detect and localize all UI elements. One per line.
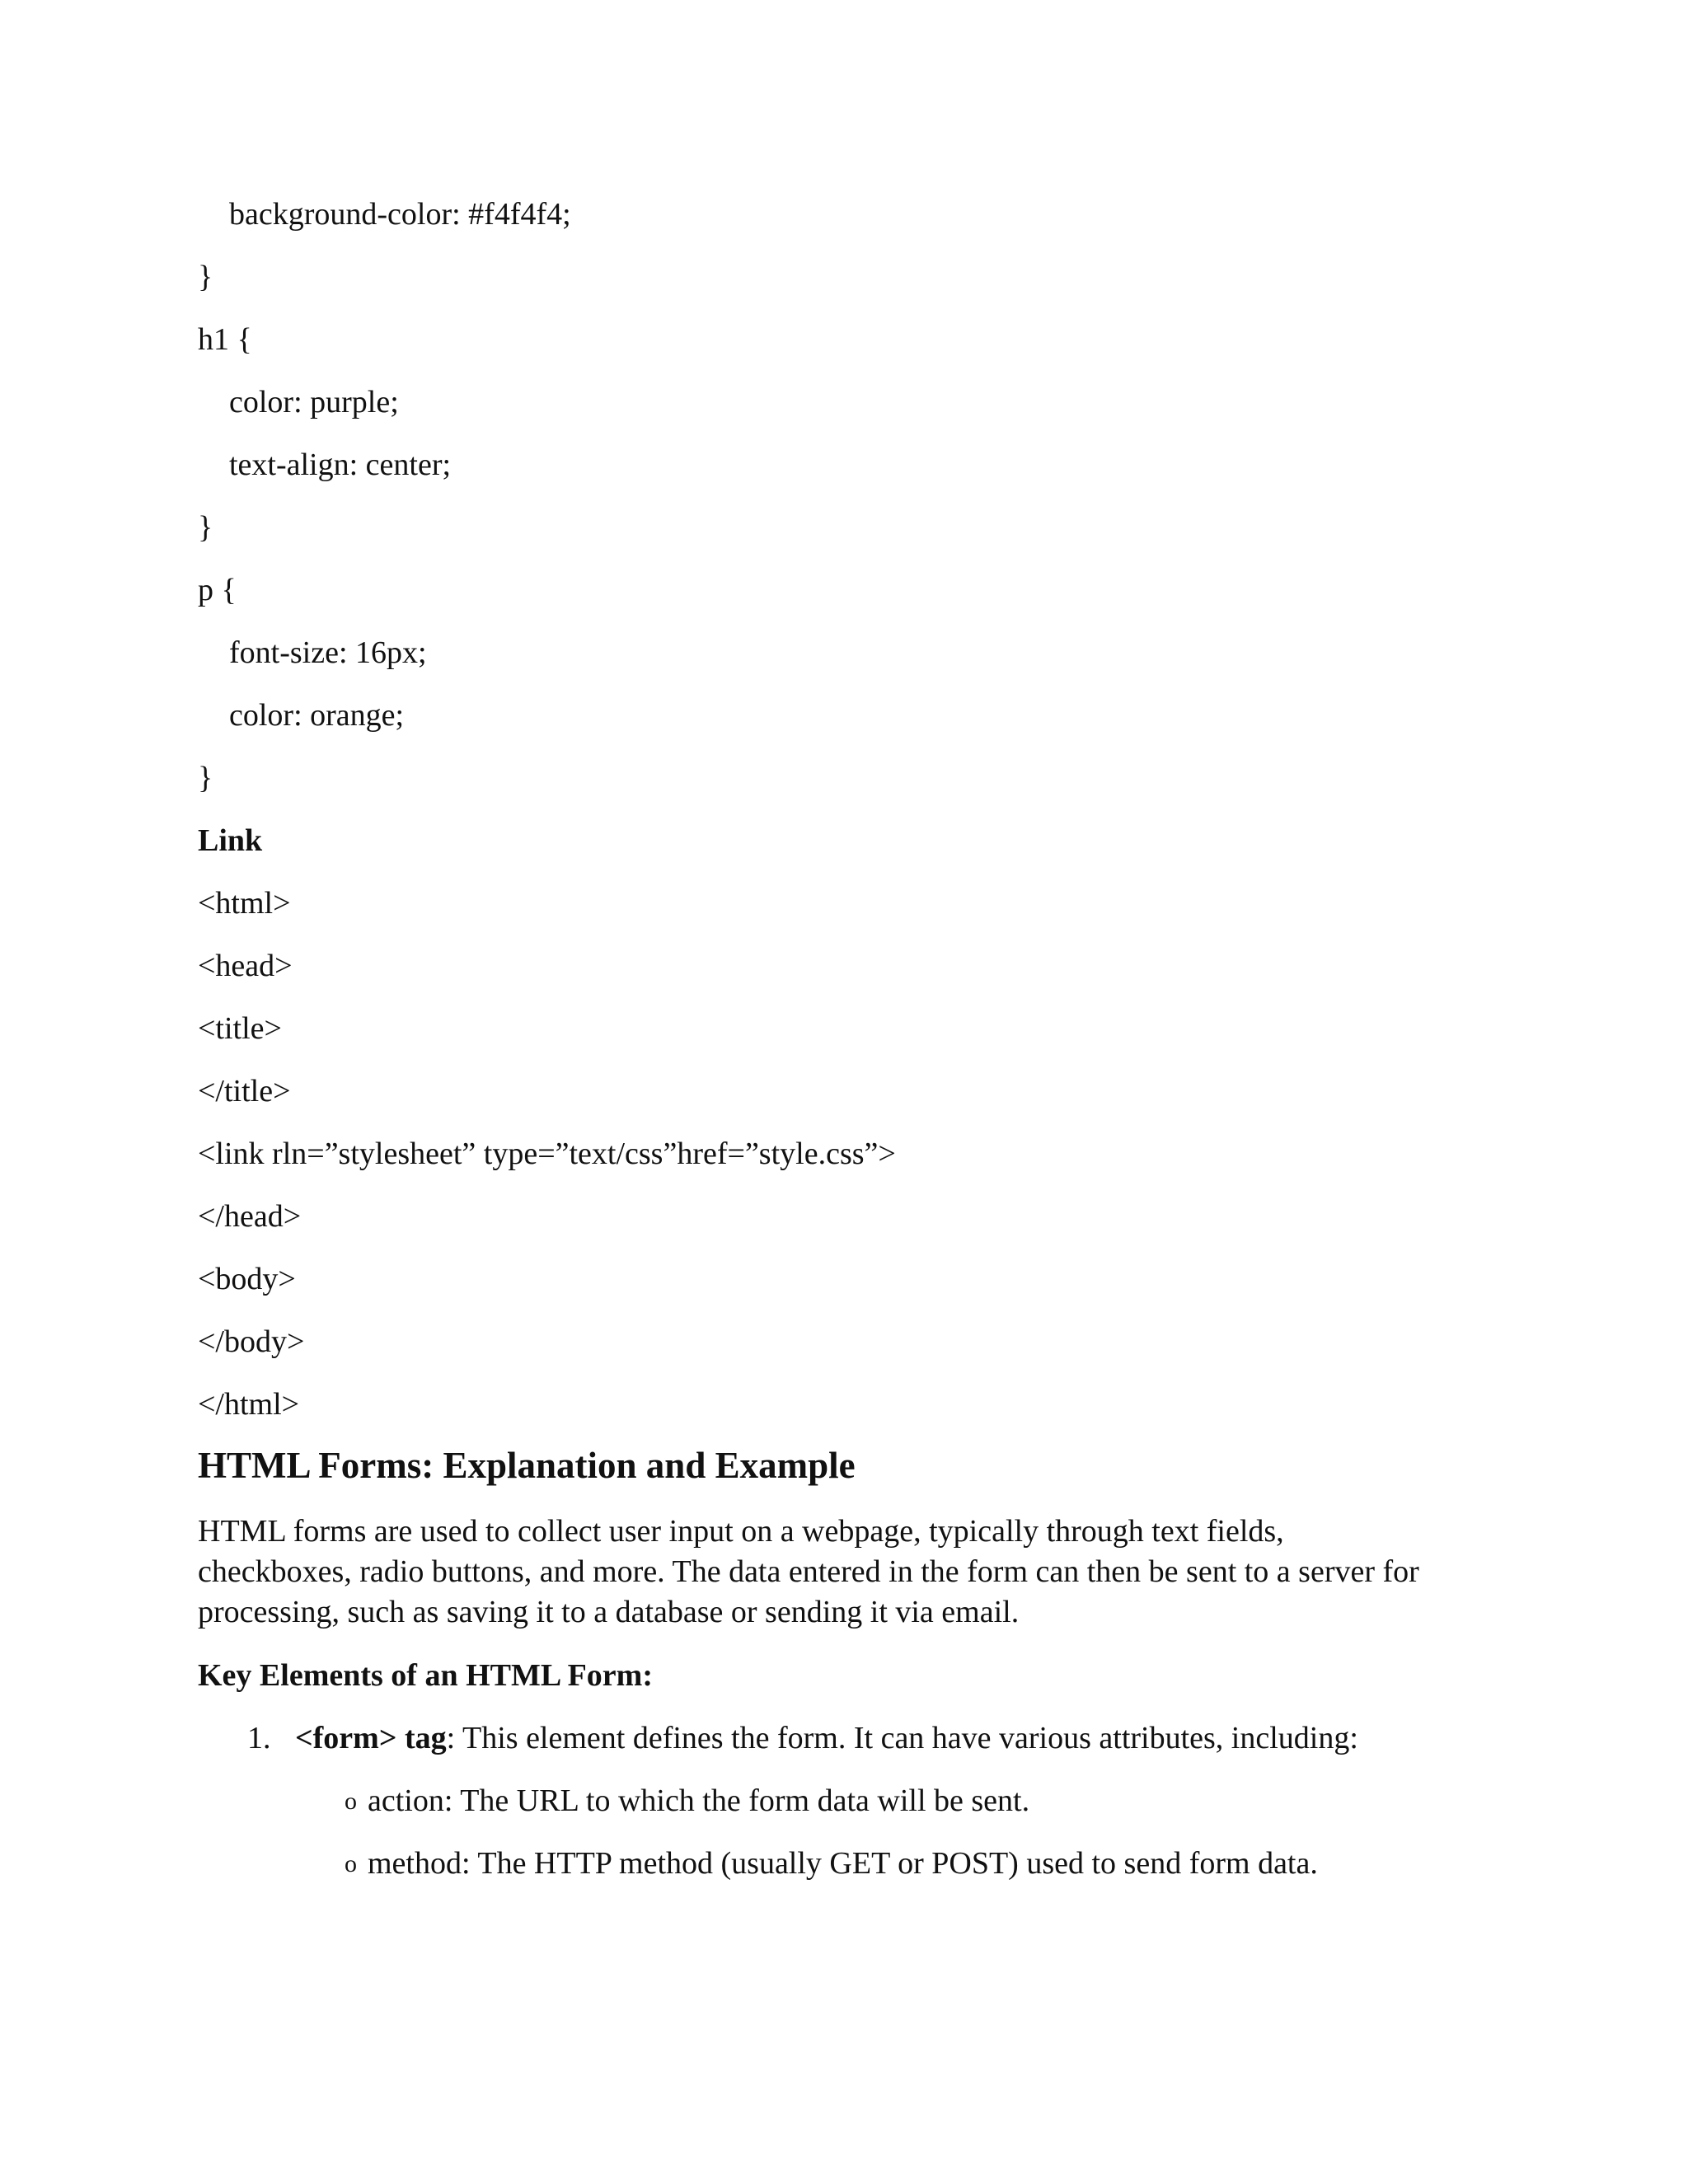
code-line: h1 { — [198, 322, 252, 357]
code-line: </title> — [198, 1074, 291, 1108]
list-number: 1. — [247, 1721, 271, 1755]
circle-bullet-icon: o — [345, 1788, 357, 1815]
sub-list-item — [345, 1844, 1318, 1883]
code-line: </head> — [198, 1199, 302, 1234]
intro-paragraph — [198, 1511, 1500, 1633]
paragraph-line: HTML forms are used to collect user input on a webpage, typically through text fields, — [198, 1514, 1284, 1549]
code-line: color: purple; — [229, 385, 399, 419]
link-heading: Link — [198, 823, 263, 858]
code-line: font-size: 16px; — [229, 635, 427, 670]
code-line: <title> — [198, 1011, 282, 1046]
key-elements-heading: Key Elements of an HTML Form: — [198, 1658, 653, 1693]
code-line: text-align: center; — [229, 448, 452, 482]
paragraph-line: processing, such as saving it to a database or sending it via email. — [198, 1595, 1020, 1629]
sub-item-text: action: The URL to which the form data will be sent. — [368, 1783, 1030, 1818]
list-text: : This element defines the form. It can have various attributes, including: — [446, 1721, 1358, 1755]
code-line: p { — [198, 573, 237, 607]
code-line: } — [198, 510, 213, 545]
section-title: HTML Forms: Explanation and Example — [198, 1445, 856, 1486]
sub-list-item — [345, 1782, 1029, 1821]
code-line: } — [198, 260, 213, 294]
code-line: </html> — [198, 1387, 300, 1422]
list-term: <form> tag — [295, 1721, 447, 1755]
code-line: <html> — [198, 886, 291, 921]
code-line: <head> — [198, 949, 293, 983]
sub-item-text: method: The HTTP method (usually GET or POST) used to send form data. — [368, 1846, 1318, 1881]
code-line: } — [198, 761, 213, 795]
code-line: <body> — [198, 1262, 296, 1296]
code-line: color: orange; — [229, 698, 405, 733]
code-line: </body> — [198, 1324, 305, 1359]
paragraph-line: checkboxes, radio buttons, and more. The data entered in the form can then be sent to a server for — [198, 1554, 1419, 1589]
list-item — [198, 1719, 1358, 1757]
circle-bullet-icon: o — [345, 1850, 357, 1877]
code-line: background-color: #f4f4f4; — [229, 197, 571, 232]
code-line: <link rln=”stylesheet” type=”text/css”href=”style.css”> — [198, 1137, 896, 1171]
